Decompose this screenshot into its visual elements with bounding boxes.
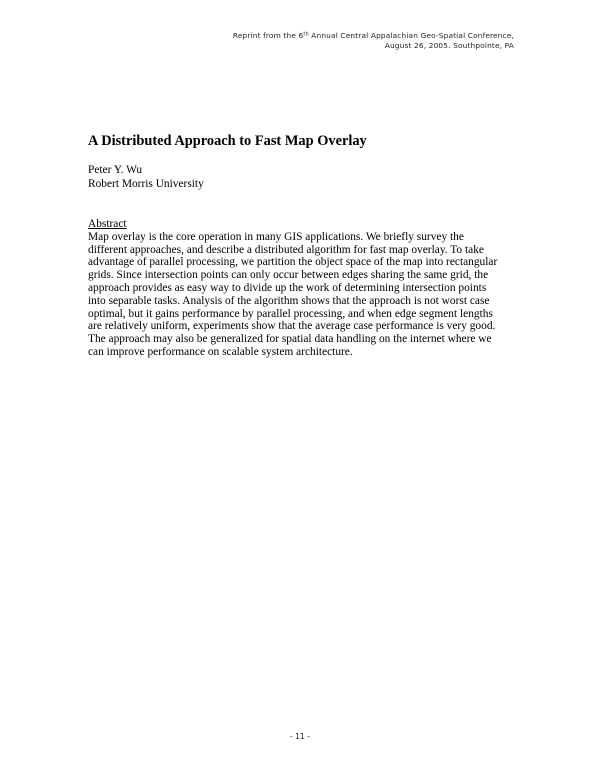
page-number: - 11 -: [290, 732, 310, 741]
abstract-heading: Abstract: [88, 218, 127, 230]
abstract-line: The approach may also be generalized for spatial data handling on the internet where we: [88, 333, 492, 346]
header-line-1-prefix: Reprint from the 6: [232, 31, 304, 40]
abstract-line: grids. Since intersection points can only occur between edges sharing the same grid, the: [88, 269, 489, 282]
abstract-line: Map overlay is the core operation in many GIS applications. We briefly survey the: [88, 230, 464, 243]
abstract-line: are relatively uniform, experiments show that the average case performance is very good.: [88, 320, 496, 333]
header-line-1: [154, 31, 514, 41]
author-affiliation: Robert Morris University: [88, 178, 204, 191]
abstract-line: can improve performance on scalable system architecture.: [88, 345, 353, 358]
abstract-line: different approaches, and describe a distributed algorithm for fast map overlay. To take: [88, 243, 484, 256]
running-header: [154, 31, 514, 51]
abstract-line: into separable tasks. Analysis of the algorithm shows that the approach is not worst case: [88, 294, 490, 307]
author-name: Peter Y. Wu: [88, 164, 143, 176]
paper-title: A Distributed Approach to Fast Map Overlay: [88, 133, 367, 149]
abstract-line: advantage of parallel processing, we partition the object space of the map into rectangular: [88, 256, 498, 269]
header-line-2: August 26, 2005. Southpointe, PA: [384, 41, 514, 50]
header-ordinal-superscript: th: [303, 31, 309, 38]
header-line-1-suffix: Annual Central Appalachian Geo-Spatial Conference,: [308, 31, 514, 40]
abstract-section: [88, 218, 528, 359]
abstract-line: optimal, but it gains performance by parallel processing, and when edge segment lengths: [88, 307, 493, 320]
abstract-line: approach provides as easy way to divide up the work of determining intersection points: [88, 281, 487, 294]
author-block: [88, 163, 204, 191]
